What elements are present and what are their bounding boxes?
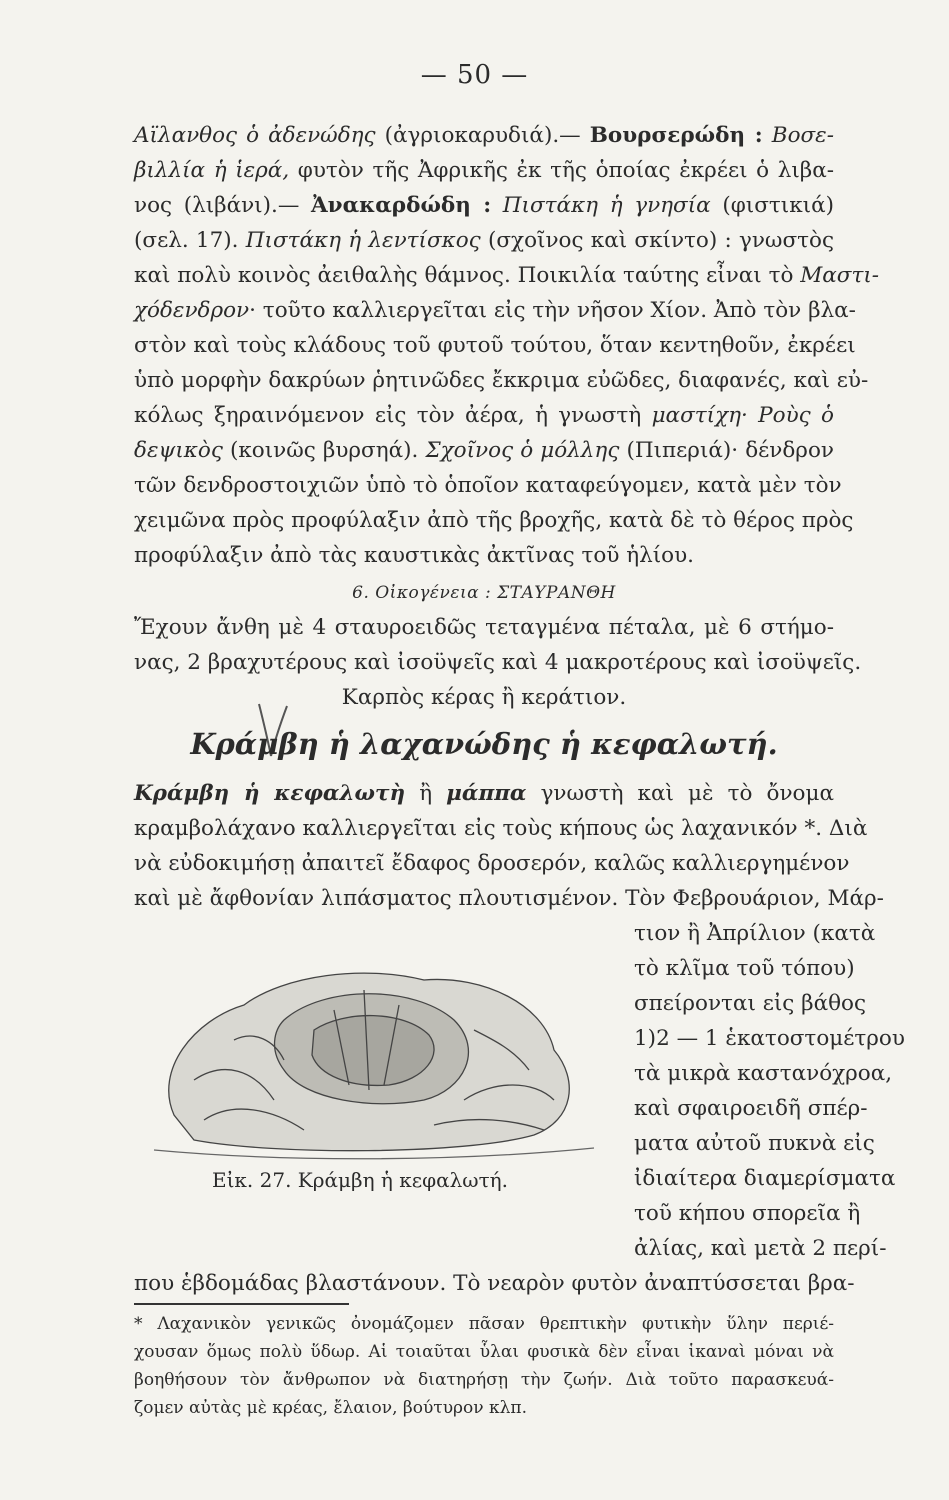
figure-caption: Εἰκ. 27. Κράμβη ἡ κεφαλωτή. — [211, 1168, 509, 1192]
text-line — [134, 258, 880, 293]
text-run: κραμβολάχανο καλλιεργεῖται εἰς τοὺς κήπους ὡς λαχανικόν *. Διὰ — [134, 816, 868, 841]
text-run: καὶ μὲ ἄφθονίαν λιπάσματος πλουτισμένον. Τὸν Φεβρουάριον, Μάρ- — [134, 886, 884, 911]
text-line: νας, 2 βραχυτέρους καὶ ἰσοϋψεῖς καὶ 4 μακροτέρους καὶ ἰσοϋψεῖς. — [134, 650, 862, 675]
footnote — [134, 1310, 834, 1422]
page-number: — 50 — — [420, 60, 529, 90]
text-line: Καρπὸς κέρας ἢ κεράτιον. — [341, 685, 627, 710]
text-line: σπείρονται εἰς βάθος — [634, 991, 867, 1016]
text-line: τὸ κλῖμα τοῦ τόπου) — [634, 956, 855, 981]
emphasized-text: Μαστι- — [800, 263, 880, 288]
emphasized-text: Αϊλανθος ὁ ἀδενώδης — [134, 123, 376, 148]
text-line — [134, 433, 834, 468]
text-run: (σχοῖνος καὶ σκίντο) : γνωστὸς — [480, 228, 835, 253]
text-line — [134, 776, 834, 811]
emphasized-text: Κράμβη ἡ κεφαλωτὴ — [134, 781, 406, 806]
text-run: γνωστὴ καὶ μὲ τὸ ὄνομα — [526, 781, 834, 806]
text-line — [134, 293, 856, 328]
text-line — [134, 811, 868, 846]
right-column-text — [634, 916, 905, 1266]
text-line — [134, 881, 884, 916]
footnote-rule — [134, 1303, 349, 1305]
text-line — [134, 328, 856, 363]
emphasized-text: βιλλία ἡ ἱερά, — [134, 158, 290, 183]
text-run: νος (λιβάνι).— — [134, 193, 311, 218]
emphasized-text: χόδενδρον — [134, 298, 250, 323]
text-line: που ἑβδομάδας βλαστάνουν. Τὸ νεαρὸν φυτὸν ἀναπτύσσεται βρα- — [134, 1271, 855, 1296]
family-heading: 6. Οἰκογένεια : ΣΤΑΥΡΑΝΘΗ — [352, 583, 616, 603]
text-run: (κοινῶς βυρσηά). — [222, 438, 426, 463]
text-line — [134, 223, 834, 258]
text-run: κόλως ξηραινόμενον εἰς τὸν ἀέρα, ἡ γνωστὴ — [134, 403, 652, 428]
emphasized-text: Πιστάκη ἡ λεντίσκος — [245, 228, 481, 253]
emphasized-text: Πιστάκη ἡ γνησία — [491, 193, 711, 218]
text-line — [134, 468, 842, 503]
emphasized-text: δεψικὸς — [134, 438, 223, 463]
cabbage-illustration — [134, 950, 604, 1165]
text-line — [134, 846, 850, 881]
text-line — [134, 503, 854, 538]
text-line: τοῦ κήπου σπορεῖα ἢ — [634, 1201, 861, 1226]
emphasized-text: Ἀνακαρδώδη : — [311, 193, 492, 218]
text-run: χειμῶνα πρὸς προφύλαξιν ἀπὸ τῆς βροχῆς, κατὰ δὲ τὸ θέρος πρὸς — [134, 508, 854, 533]
text-run: ἢ — [405, 781, 447, 806]
text-line: ἀλίας, καὶ μετὰ 2 περί- — [634, 1236, 887, 1261]
emphasized-text: Σχοῖνος ὁ μόλλης — [425, 438, 620, 463]
text-line — [134, 118, 834, 153]
emphasized-text: μάππα — [446, 781, 527, 806]
text-run: στὸν καὶ τοὺς κλάδους τοῦ φυτοῦ τούτου, ὅταν κεντηθοῦν, ἐκρέει — [134, 333, 856, 358]
text-run: (ἀγριοκαρυδιά).— — [375, 123, 590, 148]
footnote-line: χουσαν ὅμως πολὺ ὕδωρ. Αἱ τοιαῦται ὗλαι φυσικὰ δὲν εἶναι ἱκαναὶ μόναι νὰ — [134, 1342, 834, 1362]
text-line: ματα αὐτοῦ πυκνὰ εἰς — [634, 1131, 875, 1156]
text-run: (φιστικιά) — [710, 193, 834, 218]
text-line: 1)2 — 1 ἑκατοστομέτρου — [634, 1026, 905, 1051]
emphasized-text: Βουρσερώδη : — [589, 123, 763, 148]
text-run: φυτὸν τῆς Ἀφρικῆς ἐκ τῆς ὁποίας ἐκρέει ὁ λιβα- — [289, 158, 834, 183]
text-line: καὶ σφαιροειδῆ σπέρ- — [634, 1096, 868, 1121]
text-line: ἰδιαίτερα διαμερίσματα — [634, 1166, 896, 1191]
paragraph-plants — [134, 118, 880, 573]
paragraph-family-description — [134, 610, 862, 715]
text-run: προφύλαξιν ἀπὸ τὰς καυστικὰς ἀκτῖνας τοῦ ἡλίου. — [134, 543, 695, 568]
text-line: Ἔχουν ἄνθη μὲ 4 σταυροειδῶς τεταγμένα πέταλα, μὲ 6 στήμο- — [134, 615, 834, 640]
text-run: καὶ πολὺ κοινὸς ἀειθαλὴς θάμνος. Ποικιλία ταύτης εἶναι τὸ — [134, 263, 801, 288]
text-run: (σελ. 17). — [134, 228, 246, 253]
text-run: (Πιπεριά)· δένδρον — [619, 438, 834, 463]
text-line: τὰ μικρὰ καστανόχροα, — [634, 1061, 893, 1086]
text-line — [134, 188, 834, 223]
plant-heading: Κράμβη ἡ λαχανώδης ἡ κεφαλωτή. — [190, 727, 778, 761]
text-line — [134, 153, 834, 188]
paragraph-continuation — [134, 1266, 855, 1301]
text-line — [134, 398, 834, 433]
text-line — [134, 538, 834, 573]
text-line: τιον ἢ Ἀπρίλιον (κατὰ — [634, 921, 876, 946]
footnote-line: ζομεν αὐτὰς μὲ κρέας, ἔλαιον, βούτυρον κλπ. — [134, 1398, 527, 1418]
emphasized-text: μαστίχη· Ροὺς ὁ — [651, 403, 834, 428]
paragraph-cabbage — [134, 776, 884, 916]
emphasized-text: Βοσε- — [762, 123, 834, 148]
footnote-line: βοηθήσουν τὸν ἄνθρωπον νὰ διατηρήσῃ τὴν ζωήν. Διὰ τοῦτο παρασκευά- — [134, 1370, 834, 1390]
footnote-line: * Λαχανικὸν γενικῶς ὀνομάζομεν πᾶσαν θρεπτικὴν φυτικὴν ὕλην περιέ- — [134, 1314, 834, 1334]
text-run: τῶν δενδροστοιχιῶν ὑπὸ τὸ ὁποῖον καταφεύγομεν, κατὰ μὲν τὸν — [134, 473, 842, 498]
text-run: νὰ εὐδοκιμήσῃ ἀπαιτεῖ ἔδαφος δροσερόν, καλῶς καλλιεργημένον — [134, 851, 850, 876]
text-line — [134, 363, 869, 398]
text-run: · τοῦτο καλλιεργεῖται εἰς τὴν νῆσον Χίον. Ἀπὸ τὸν βλα- — [249, 298, 856, 323]
text-run: ὑπὸ μορφὴν δακρύων ῥητινῶδες ἔκκριμα εὐῶδες, διαφανές, καὶ εὐ- — [134, 368, 869, 393]
